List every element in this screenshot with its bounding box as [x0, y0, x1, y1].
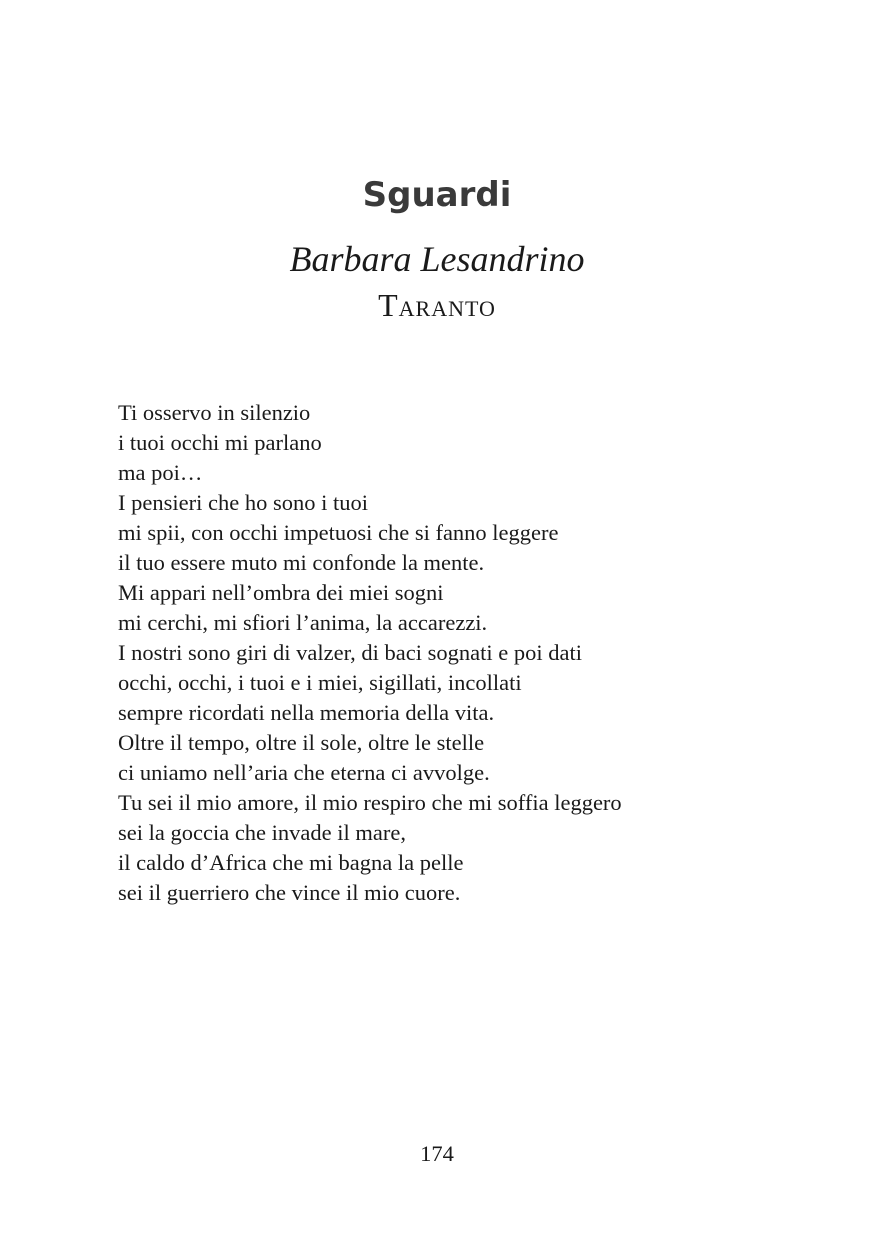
author-name: Barbara Lesandrino [289, 239, 585, 279]
poem-line: occhi, occhi, i tuoi e i miei, sigillati, incollati [118, 670, 522, 695]
poem-line: sempre ricordati nella memoria della vita. [118, 700, 495, 725]
poem-line: Mi appari nell’ombra dei miei sogni [118, 580, 444, 605]
poem-line: il caldo d’Africa che mi bagna la pelle [118, 850, 464, 875]
poem-line: Oltre il tempo, oltre il sole, oltre le stelle [118, 730, 485, 755]
poem-line: Ti osservo in silenzio [118, 400, 311, 425]
poem-line: mi cerchi, mi sfiori l’anima, la accarezzi. [118, 610, 488, 635]
poem-line: sei la goccia che invade il mare, [118, 820, 406, 845]
poem-body [118, 398, 818, 908]
poem-line: ma poi… [118, 460, 203, 485]
poem-line: ci uniamo nell’aria che eterna ci avvolge. [118, 760, 490, 785]
poem-line: i tuoi occhi mi parlano [118, 430, 322, 455]
page-number: 174 [420, 1141, 454, 1166]
poem-line: I pensieri che ho sono i tuoi [118, 490, 368, 515]
poem-line: mi spii, con occhi impetuosi che si fanno leggere [118, 520, 559, 545]
author-city: Taranto [378, 287, 496, 323]
poem-line: Tu sei il mio amore, il mio respiro che mi soffia leggero [118, 790, 622, 815]
poem-line: sei il guerriero che vince il mio cuore. [118, 880, 461, 905]
poem-line: il tuo essere muto mi confonde la mente. [118, 550, 485, 575]
poem-line: I nostri sono giri di valzer, di baci sognati e poi dati [118, 640, 582, 665]
poem-title: Sguardi [362, 175, 512, 215]
